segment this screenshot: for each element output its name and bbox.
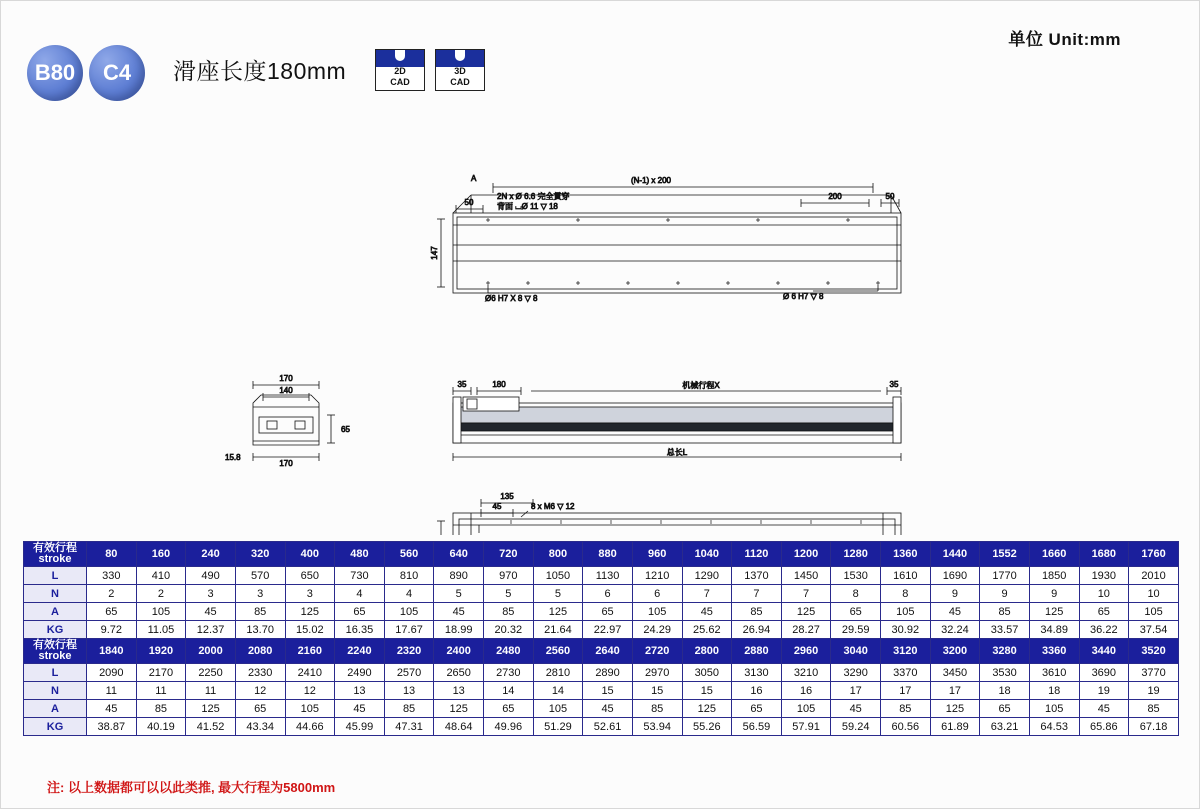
cell-L1-16: 1610 xyxy=(881,567,931,585)
cell-A1-11: 105 xyxy=(632,603,682,621)
cell-L1-6: 810 xyxy=(384,567,434,585)
cell-KG1-6: 17.67 xyxy=(384,621,434,639)
cell-KG2-3: 43.34 xyxy=(235,718,285,736)
cell-N1-2: 3 xyxy=(186,585,236,603)
cell-stroke1-10: 880 xyxy=(583,542,633,567)
cell-KG1-5: 16.35 xyxy=(335,621,385,639)
cell-L2-16: 3370 xyxy=(881,664,931,682)
cell-stroke1-18: 1552 xyxy=(980,542,1030,567)
row-label-KG-1: KG xyxy=(24,621,87,639)
cell-A1-5: 65 xyxy=(335,603,385,621)
table-row-N-1 xyxy=(24,585,1179,603)
cell-A1-19: 125 xyxy=(1029,603,1079,621)
cell-A1-14: 125 xyxy=(781,603,831,621)
cell-stroke1-6: 560 xyxy=(384,542,434,567)
cell-stroke2-8: 2480 xyxy=(484,639,534,664)
cell-KG2-14: 57.91 xyxy=(781,718,831,736)
cell-stroke2-10: 2640 xyxy=(583,639,633,664)
cell-KG2-8: 49.96 xyxy=(484,718,534,736)
cell-N2-10: 15 xyxy=(583,682,633,700)
cell-KG2-19: 64.53 xyxy=(1029,718,1079,736)
cell-KG2-20: 65.86 xyxy=(1079,718,1129,736)
cell-A1-21: 105 xyxy=(1129,603,1179,621)
cell-L1-4: 650 xyxy=(285,567,335,585)
dim-65: 65 xyxy=(341,425,350,434)
cell-L1-9: 1050 xyxy=(533,567,583,585)
bottom-view xyxy=(437,499,901,535)
cell-A1-10: 65 xyxy=(583,603,633,621)
cell-L2-4: 2410 xyxy=(285,664,335,682)
cell-KG2-16: 60.56 xyxy=(881,718,931,736)
dim-50-left: 50 xyxy=(464,198,474,207)
cell-KG1-3: 13.70 xyxy=(235,621,285,639)
cell-stroke2-3: 2080 xyxy=(235,639,285,664)
cell-stroke2-12: 2800 xyxy=(682,639,732,664)
unit-label: 单位 Unit:mm xyxy=(1008,30,1121,49)
cell-A2-16: 85 xyxy=(881,700,931,718)
cell-stroke2-21: 3520 xyxy=(1129,639,1179,664)
cell-A2-9: 105 xyxy=(533,700,583,718)
spec-table xyxy=(23,541,1179,736)
cell-N1-9: 5 xyxy=(533,585,583,603)
hole-note-line1: 2N x Ø 6.6 完全貫穿 xyxy=(497,192,570,201)
cell-A2-11: 85 xyxy=(632,700,682,718)
cell-N1-5: 4 xyxy=(335,585,385,603)
badge-c4: C4 xyxy=(89,45,145,101)
cell-N2-14: 16 xyxy=(781,682,831,700)
cell-A1-4: 125 xyxy=(285,603,335,621)
cell-KG1-20: 36.22 xyxy=(1079,621,1129,639)
badge-b80: B80 xyxy=(27,45,83,101)
footer-note: 注: 以上数据都可以以此类推, 最大行程为5800mm xyxy=(47,780,336,795)
cell-L1-21: 2010 xyxy=(1129,567,1179,585)
cell-A1-6: 105 xyxy=(384,603,434,621)
cell-N2-4: 12 xyxy=(285,682,335,700)
cell-stroke1-12: 1040 xyxy=(682,542,732,567)
cell-L2-18: 3530 xyxy=(980,664,1030,682)
table-row-KG-1 xyxy=(24,621,1179,639)
cell-A1-20: 65 xyxy=(1079,603,1129,621)
cell-A1-18: 85 xyxy=(980,603,1030,621)
spec-table-body xyxy=(24,542,1179,736)
table-row-A-1 xyxy=(24,603,1179,621)
row-label-N-1: N xyxy=(24,585,87,603)
cell-KG1-18: 33.57 xyxy=(980,621,1030,639)
cell-L1-14: 1450 xyxy=(781,567,831,585)
dim-140: 140 xyxy=(279,386,293,395)
cell-KG1-2: 12.37 xyxy=(186,621,236,639)
cell-KG1-16: 30.92 xyxy=(881,621,931,639)
cell-L2-17: 3450 xyxy=(930,664,980,682)
cell-stroke1-21: 1760 xyxy=(1129,542,1179,567)
cell-KG2-21: 67.18 xyxy=(1129,718,1179,736)
dim-45: 45 xyxy=(492,502,502,511)
cell-stroke1-5: 480 xyxy=(335,542,385,567)
cell-A1-1: 105 xyxy=(136,603,186,621)
cell-L2-5: 2490 xyxy=(335,664,385,682)
dim-15-8: 15.8 xyxy=(225,453,241,462)
dim-170-bottom: 170 xyxy=(279,459,293,468)
dim-170-top: 170 xyxy=(279,374,293,383)
cell-KG1-11: 24.29 xyxy=(632,621,682,639)
cell-stroke2-15: 3040 xyxy=(831,639,881,664)
cell-stroke1-4: 400 xyxy=(285,542,335,567)
cell-L2-8: 2730 xyxy=(484,664,534,682)
cell-KG1-9: 21.64 xyxy=(533,621,583,639)
cell-N1-18: 9 xyxy=(980,585,1030,603)
cell-KG2-9: 51.29 xyxy=(533,718,583,736)
cell-L2-1: 2170 xyxy=(136,664,186,682)
cell-KG2-13: 56.59 xyxy=(732,718,782,736)
cell-KG1-13: 26.94 xyxy=(732,621,782,639)
cell-A1-17: 45 xyxy=(930,603,980,621)
cell-L1-13: 1370 xyxy=(732,567,782,585)
cell-L1-12: 1290 xyxy=(682,567,732,585)
cell-N1-4: 3 xyxy=(285,585,335,603)
cell-A2-5: 45 xyxy=(335,700,385,718)
cell-N2-17: 17 xyxy=(930,682,980,700)
row-label-stroke-1: 有效行程 stroke xyxy=(24,542,87,567)
total-length-label: 总长L xyxy=(666,448,688,457)
cell-N1-3: 3 xyxy=(235,585,285,603)
cell-N2-8: 14 xyxy=(484,682,534,700)
cell-KG2-6: 47.31 xyxy=(384,718,434,736)
cell-KG1-0: 9.72 xyxy=(87,621,137,639)
cell-L1-20: 1930 xyxy=(1079,567,1129,585)
cell-KG2-4: 44.66 xyxy=(285,718,335,736)
cad-2d-label-top: 2D xyxy=(394,66,406,76)
cell-A1-7: 45 xyxy=(434,603,484,621)
cell-stroke2-6: 2320 xyxy=(384,639,434,664)
table-row-N-2 xyxy=(24,682,1179,700)
cell-A2-3: 65 xyxy=(235,700,285,718)
row-label-N-2: N xyxy=(24,682,87,700)
cell-L2-7: 2650 xyxy=(434,664,484,682)
cell-KG2-1: 40.19 xyxy=(136,718,186,736)
cell-L1-3: 570 xyxy=(235,567,285,585)
cell-L2-20: 3690 xyxy=(1079,664,1129,682)
cell-stroke1-2: 240 xyxy=(186,542,236,567)
cell-stroke2-13: 2880 xyxy=(732,639,782,664)
cell-KG2-17: 61.89 xyxy=(930,718,980,736)
dim-pitch: (N-1) x 200 xyxy=(630,176,672,185)
cell-A2-18: 65 xyxy=(980,700,1030,718)
cell-A2-10: 45 xyxy=(583,700,633,718)
dim-135: 135 xyxy=(500,492,514,501)
cell-A2-17: 125 xyxy=(930,700,980,718)
cell-stroke2-11: 2720 xyxy=(632,639,682,664)
cell-L2-21: 3770 xyxy=(1129,664,1179,682)
dim-147: 147 xyxy=(430,246,439,260)
row-label-A-1: A xyxy=(24,603,87,621)
cell-N2-11: 15 xyxy=(632,682,682,700)
hole-note-line2: 背面 ⌴Ø 11 ▽ 18 xyxy=(497,202,558,211)
cell-A2-8: 65 xyxy=(484,700,534,718)
cell-N2-16: 17 xyxy=(881,682,931,700)
dim-180: 180 xyxy=(492,380,506,389)
cell-L2-19: 3610 xyxy=(1029,664,1079,682)
cell-N1-17: 9 xyxy=(930,585,980,603)
cell-stroke1-15: 1280 xyxy=(831,542,881,567)
cell-KG2-15: 59.24 xyxy=(831,718,881,736)
cell-KG1-21: 37.54 xyxy=(1129,621,1179,639)
dowel-note-left: Ø6 H7 X 8 ▽ 8 xyxy=(485,294,538,303)
cell-N2-5: 13 xyxy=(335,682,385,700)
cell-L2-15: 3290 xyxy=(831,664,881,682)
cell-L1-17: 1690 xyxy=(930,567,980,585)
cell-KG2-7: 48.64 xyxy=(434,718,484,736)
cell-N2-18: 18 xyxy=(980,682,1030,700)
cell-L2-0: 2090 xyxy=(87,664,137,682)
cell-KG1-17: 32.24 xyxy=(930,621,980,639)
cell-stroke1-1: 160 xyxy=(136,542,186,567)
cell-A2-1: 85 xyxy=(136,700,186,718)
cell-L1-5: 730 xyxy=(335,567,385,585)
dowel-note-right: Ø 6 H7 ▽ 8 xyxy=(783,292,824,301)
dim-50-right: 50 xyxy=(885,192,895,201)
cell-A1-9: 125 xyxy=(533,603,583,621)
row-label-KG-2: KG xyxy=(24,718,87,736)
cell-N2-3: 12 xyxy=(235,682,285,700)
technical-drawing xyxy=(1,85,1200,535)
cell-N2-1: 11 xyxy=(136,682,186,700)
cad-2d-icon xyxy=(376,50,424,67)
cell-A2-14: 105 xyxy=(781,700,831,718)
cell-L2-2: 2250 xyxy=(186,664,236,682)
top-view-letter-a: A xyxy=(471,174,477,183)
cell-stroke1-16: 1360 xyxy=(881,542,931,567)
cell-stroke1-19: 1660 xyxy=(1029,542,1079,567)
cell-N1-14: 7 xyxy=(781,585,831,603)
cell-KG2-10: 52.61 xyxy=(583,718,633,736)
cell-N2-13: 16 xyxy=(732,682,782,700)
cell-N1-12: 7 xyxy=(682,585,732,603)
cell-stroke2-0: 1840 xyxy=(87,639,137,664)
cell-stroke2-17: 3200 xyxy=(930,639,980,664)
cell-N1-15: 8 xyxy=(831,585,881,603)
cell-KG1-14: 28.27 xyxy=(781,621,831,639)
cell-A2-19: 105 xyxy=(1029,700,1079,718)
row-label-A-2: A xyxy=(24,700,87,718)
cell-L2-3: 2330 xyxy=(235,664,285,682)
cell-KG1-12: 25.62 xyxy=(682,621,732,639)
cell-KG1-7: 18.99 xyxy=(434,621,484,639)
cell-stroke1-7: 640 xyxy=(434,542,484,567)
section-view xyxy=(253,381,335,461)
cell-L2-10: 2890 xyxy=(583,664,633,682)
cell-KG2-12: 55.26 xyxy=(682,718,732,736)
cell-A2-0: 45 xyxy=(87,700,137,718)
cell-stroke1-3: 320 xyxy=(235,542,285,567)
cell-A1-0: 65 xyxy=(87,603,137,621)
cell-L1-10: 1130 xyxy=(583,567,633,585)
table-row-L-2 xyxy=(24,664,1179,682)
cell-L1-1: 410 xyxy=(136,567,186,585)
cell-stroke2-2: 2000 xyxy=(186,639,236,664)
cell-L1-11: 1210 xyxy=(632,567,682,585)
cell-N1-21: 10 xyxy=(1129,585,1179,603)
cad-3d-icon xyxy=(436,50,484,67)
cell-L2-12: 3050 xyxy=(682,664,732,682)
cell-N1-1: 2 xyxy=(136,585,186,603)
cell-N2-6: 13 xyxy=(384,682,434,700)
cell-KG2-18: 63.21 xyxy=(980,718,1030,736)
cell-stroke1-11: 960 xyxy=(632,542,682,567)
cell-A2-21: 85 xyxy=(1129,700,1179,718)
cell-stroke2-20: 3440 xyxy=(1079,639,1129,664)
cell-A1-13: 85 xyxy=(732,603,782,621)
cell-L1-15: 1530 xyxy=(831,567,881,585)
cell-stroke1-8: 720 xyxy=(484,542,534,567)
cell-stroke2-7: 2400 xyxy=(434,639,484,664)
cell-L1-0: 330 xyxy=(87,567,137,585)
cell-A1-3: 85 xyxy=(235,603,285,621)
cell-stroke1-14: 1200 xyxy=(781,542,831,567)
cell-KG1-4: 15.02 xyxy=(285,621,335,639)
row-label-L-1: L xyxy=(24,567,87,585)
cell-N2-15: 17 xyxy=(831,682,881,700)
cell-N1-6: 4 xyxy=(384,585,434,603)
cell-stroke2-18: 3280 xyxy=(980,639,1030,664)
cell-N2-9: 14 xyxy=(533,682,583,700)
cell-L1-18: 1770 xyxy=(980,567,1030,585)
table-row-stroke-1 xyxy=(24,542,1179,567)
cell-N2-19: 18 xyxy=(1029,682,1079,700)
dim-200: 200 xyxy=(828,192,842,201)
cell-L1-2: 490 xyxy=(186,567,236,585)
cell-L2-11: 2970 xyxy=(632,664,682,682)
dim-35-left: 35 xyxy=(457,380,467,389)
cell-A1-15: 65 xyxy=(831,603,881,621)
cell-N2-21: 19 xyxy=(1129,682,1179,700)
cell-stroke2-19: 3360 xyxy=(1029,639,1079,664)
cell-KG1-10: 22.97 xyxy=(583,621,633,639)
cell-A1-8: 85 xyxy=(484,603,534,621)
table-row-KG-2 xyxy=(24,718,1179,736)
cell-stroke1-13: 1120 xyxy=(732,542,782,567)
cad-3d-label-top: 3D xyxy=(454,66,466,76)
cell-L2-9: 2810 xyxy=(533,664,583,682)
cell-A2-6: 85 xyxy=(384,700,434,718)
cell-N2-12: 15 xyxy=(682,682,732,700)
cell-N1-11: 6 xyxy=(632,585,682,603)
cell-N1-10: 6 xyxy=(583,585,633,603)
cell-N2-7: 13 xyxy=(434,682,484,700)
cell-N1-19: 9 xyxy=(1029,585,1079,603)
cad-2d-label-bottom: CAD xyxy=(390,77,410,87)
cell-stroke1-17: 1440 xyxy=(930,542,980,567)
cell-N2-2: 11 xyxy=(186,682,236,700)
cell-L1-19: 1850 xyxy=(1029,567,1079,585)
cell-KG1-15: 29.59 xyxy=(831,621,881,639)
cell-L2-13: 3130 xyxy=(732,664,782,682)
table-row-stroke-2 xyxy=(24,639,1179,664)
row-label-L-2: L xyxy=(24,664,87,682)
cell-N2-0: 11 xyxy=(87,682,137,700)
cell-stroke1-0: 80 xyxy=(87,542,137,567)
cell-A2-12: 125 xyxy=(682,700,732,718)
cell-A2-2: 125 xyxy=(186,700,236,718)
cell-L2-14: 3210 xyxy=(781,664,831,682)
cell-N1-0: 2 xyxy=(87,585,137,603)
cell-KG1-1: 11.05 xyxy=(136,621,186,639)
cell-N1-8: 5 xyxy=(484,585,534,603)
table-row-L-1 xyxy=(24,567,1179,585)
cad-3d-label-bottom: CAD xyxy=(450,77,470,87)
row-label-stroke-2: 有效行程 stroke xyxy=(24,639,87,664)
cell-KG2-0: 38.87 xyxy=(87,718,137,736)
cell-A2-20: 45 xyxy=(1079,700,1129,718)
cell-A2-4: 105 xyxy=(285,700,335,718)
cell-L1-7: 890 xyxy=(434,567,484,585)
dim-35-right: 35 xyxy=(889,380,899,389)
cell-A2-13: 65 xyxy=(732,700,782,718)
cell-stroke2-14: 2960 xyxy=(781,639,831,664)
thread-note: 8 x M6 ▽ 12 xyxy=(531,502,575,511)
cell-KG1-8: 20.32 xyxy=(484,621,534,639)
drawing-svg xyxy=(1,85,1200,535)
cell-A1-2: 45 xyxy=(186,603,236,621)
cell-N2-20: 19 xyxy=(1079,682,1129,700)
cell-A2-15: 45 xyxy=(831,700,881,718)
cell-KG1-19: 34.89 xyxy=(1029,621,1079,639)
cell-stroke2-1: 1920 xyxy=(136,639,186,664)
page-title: 滑座长度180mm xyxy=(173,58,347,84)
cell-L2-6: 2570 xyxy=(384,664,434,682)
cell-N1-20: 10 xyxy=(1079,585,1129,603)
cell-stroke2-9: 2560 xyxy=(533,639,583,664)
cell-stroke1-20: 1680 xyxy=(1079,542,1129,567)
stroke-label: 机械行程X xyxy=(682,381,720,390)
cell-A2-7: 125 xyxy=(434,700,484,718)
cell-N1-16: 8 xyxy=(881,585,931,603)
cell-N1-13: 7 xyxy=(732,585,782,603)
cell-stroke1-9: 800 xyxy=(533,542,583,567)
cell-L1-8: 970 xyxy=(484,567,534,585)
cell-KG2-2: 41.52 xyxy=(186,718,236,736)
cell-stroke2-4: 2160 xyxy=(285,639,335,664)
cell-A1-12: 45 xyxy=(682,603,732,621)
cell-KG2-11: 53.94 xyxy=(632,718,682,736)
cell-KG2-5: 45.99 xyxy=(335,718,385,736)
cell-N1-7: 5 xyxy=(434,585,484,603)
table-row-A-2 xyxy=(24,700,1179,718)
cell-A1-16: 105 xyxy=(881,603,931,621)
cell-stroke2-5: 2240 xyxy=(335,639,385,664)
cell-stroke2-16: 3120 xyxy=(881,639,931,664)
